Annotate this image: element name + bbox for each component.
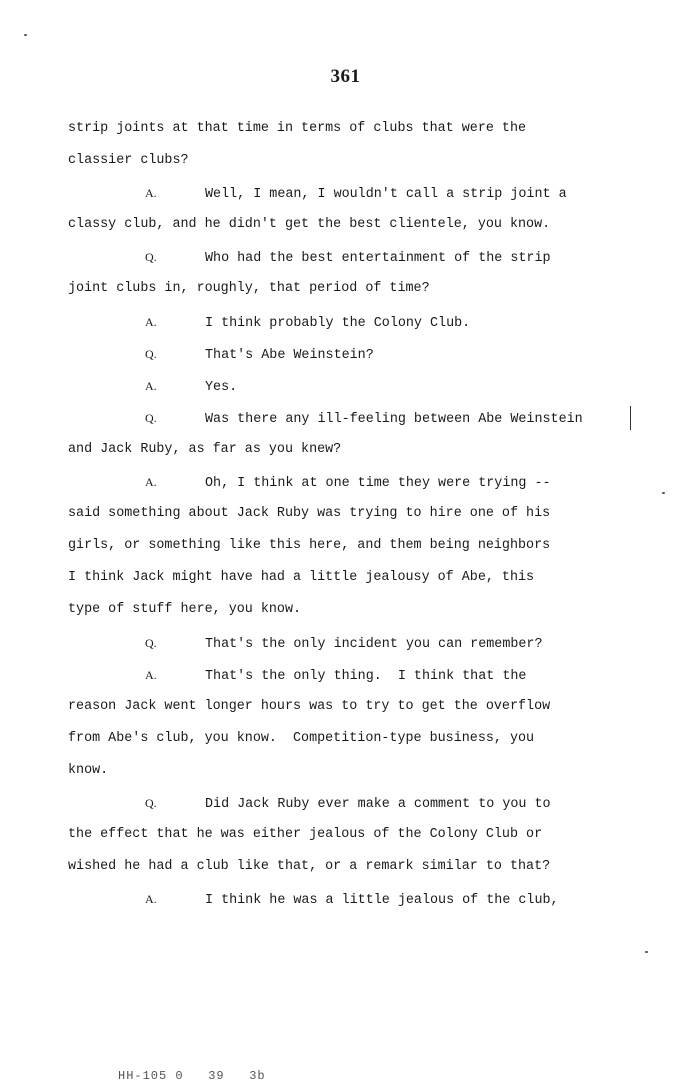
line-text: I think probably the Colony Club.: [205, 315, 471, 331]
transcript-line: [68, 659, 628, 691]
speaker-label: Q.: [145, 346, 157, 361]
transcript-line: [68, 755, 628, 787]
line-text: type of stuff here, you know.: [68, 602, 302, 618]
page-number: 361: [330, 66, 361, 87]
line-text: Well, I mean, I wouldn't call a strip joint a: [205, 187, 567, 203]
transcript-line: [68, 691, 628, 723]
line-text: That's the only incident you can remember?: [205, 636, 543, 652]
line-text: the effect that he was either jealous of the Colony Club or: [68, 827, 543, 843]
line-text: joint clubs in, roughly, that period of time?: [68, 281, 430, 297]
scan-speck: [24, 34, 27, 36]
speaker-label: A.: [145, 475, 157, 490]
transcript-body: [68, 113, 628, 915]
transcript-line: [68, 273, 628, 305]
line-text: said something about Jack Ruby was trying to hire one of his: [68, 506, 551, 522]
transcript-line: [68, 241, 628, 273]
line-text: from Abe's club, you know. Competition-type business, you: [68, 730, 535, 746]
transcript-line: [68, 530, 628, 562]
speaker-label: A.: [145, 378, 157, 393]
line-text: Who had the best entertainment of the strip: [205, 251, 551, 267]
transcript-line: [68, 723, 628, 755]
transcript-line: [68, 209, 628, 241]
transcript-line: [68, 627, 628, 659]
transcript-line: [68, 402, 628, 434]
transcript-line: [68, 819, 628, 851]
line-text: strip joints at that time in terms of clubs that were the: [68, 121, 527, 136]
transcript-line: [68, 434, 628, 466]
line-text: classy club, and he didn't get the best clientele, you know.: [68, 217, 551, 233]
line-text: girls, or something like this here, and them being neighbors: [68, 538, 551, 554]
scan-speck: [645, 951, 648, 953]
transcript-line: [68, 177, 628, 209]
transcript-line: [68, 466, 628, 498]
transcript-line: [68, 338, 628, 370]
speaker-label: Q.: [145, 795, 157, 810]
speaker-label: Q.: [145, 250, 157, 265]
line-text: know.: [68, 762, 109, 778]
speaker-label: A.: [145, 186, 157, 201]
speaker-label: Q.: [145, 635, 157, 650]
line-text: and Jack Ruby, as far as you knew?: [68, 441, 342, 457]
line-text: I think he was a little jealous of the club,: [205, 893, 559, 909]
line-text: reason Jack went longer hours was to try to get the overflow: [68, 698, 551, 714]
transcript-line: [68, 883, 628, 915]
scan-speck: [662, 492, 665, 494]
transcript-line: [68, 113, 628, 145]
transcript-line: [68, 851, 628, 883]
transcript-line: [68, 562, 628, 594]
speaker-label: Q.: [145, 410, 157, 425]
transcript-line: [68, 306, 628, 338]
line-text: classier clubs?: [68, 153, 189, 169]
transcript-line: [68, 498, 628, 530]
line-text: Oh, I think at one time they were trying --: [205, 476, 551, 492]
line-text: Yes.: [205, 379, 238, 395]
transcript-line: [68, 787, 628, 819]
transcript-line: [68, 594, 628, 626]
line-text: That's the only thing. I think that the: [205, 668, 527, 684]
speaker-label: A.: [145, 667, 157, 682]
speaker-label: A.: [145, 892, 157, 907]
margin-line-mark: [630, 406, 631, 430]
line-text: I think Jack might have had a little jealousy of Abe, this: [68, 570, 535, 586]
line-text: That's Abe Weinstein?: [205, 347, 374, 363]
line-text: Was there any ill-feeling between Abe Weinstein: [205, 411, 583, 427]
footer-stamp: HH-105 0 39 3b: [118, 1069, 266, 1083]
transcript-line: [68, 370, 628, 402]
transcript-line: [68, 145, 628, 177]
speaker-label: A.: [145, 314, 157, 329]
line-text: wished he had a club like that, or a remark similar to that?: [68, 859, 551, 875]
line-text: Did Jack Ruby ever make a comment to you to: [205, 796, 551, 812]
